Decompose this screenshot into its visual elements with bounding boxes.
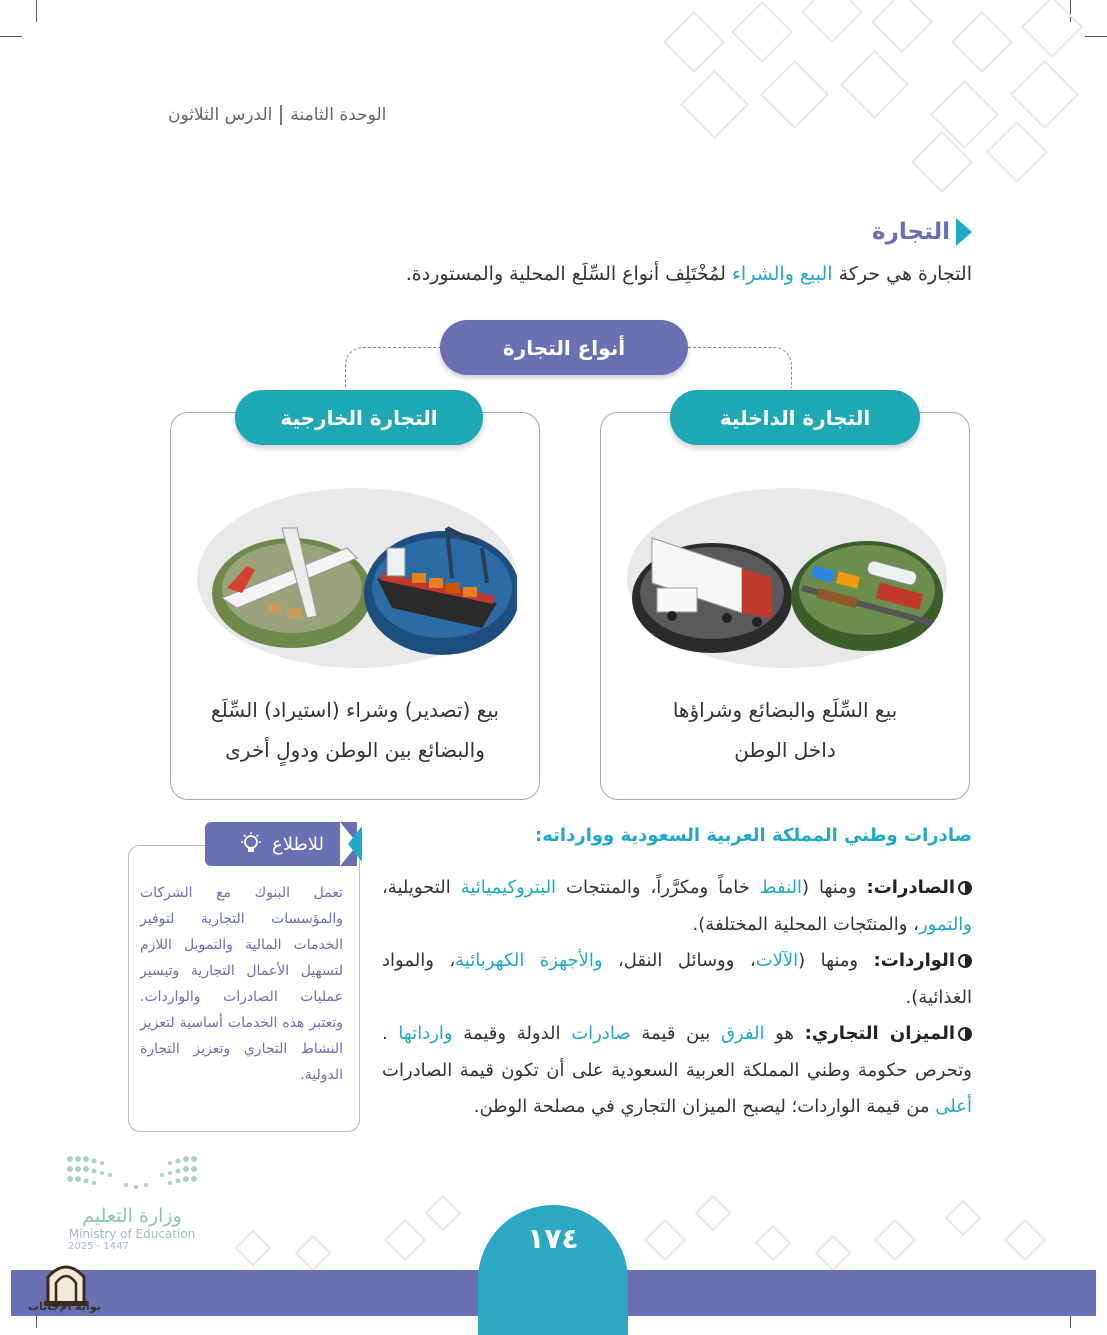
exports-label: الصادرات: [866,877,955,898]
exports-paragraph [382,870,972,943]
ministry-name-arabic: وزارة التعليم [82,1205,182,1227]
connector-line [345,347,441,388]
text: ، ووسائل النقل، [602,950,756,971]
foreign-trade-illustration [197,488,517,668]
connector-line [688,347,792,388]
truck-train-illustration [627,488,947,668]
crop-mark [36,0,37,22]
trade-balance-paragraph [382,1016,972,1126]
foreign-trade-line: بيع (تصدير) وشراء (استيراد) السِّلَع [211,698,499,722]
trade-definition [406,263,972,285]
definition-text: التجارة هي حركة [832,263,972,285]
machines-highlight: الآلات [755,950,799,971]
plane-ship-illustration [197,488,517,668]
arrow-icon [956,218,972,246]
exports-imports-heading: صادرات وطني المملكة العربية السعودية ووارداته: [535,825,972,846]
text: ومنها ( [802,877,867,898]
text: بين قيمة [630,1023,721,1044]
text: خاماً ومكرَّراً، والمنتجات [556,877,760,898]
bullet-icon [958,954,972,968]
domestic-trade-title: التجارة الداخلية [670,390,920,445]
bullet-icon [958,881,972,895]
text: التحويلية، [382,877,461,898]
foreign-trade-line: والبضائع بين الوطن ودولٍ أخرى [225,738,485,762]
text: من قيمة الواردات؛ ليصبح الميزان التجاري في مصلحة الوطن. [473,1096,936,1117]
foreign-trade-title: التجارة الخارجية [235,390,483,445]
text: . وتحرص حكومة وطني المملكة العربية السعودية على أن تكون قيمة الصادرات [382,1023,972,1081]
trade-types-label: أنواع التجارة [440,320,688,375]
exports-highlight: صادرات [571,1023,631,1044]
lesson-label: الدرس الثلاثون [168,105,273,125]
page-number: ١٧٤ [527,1222,579,1255]
crop-mark [1085,36,1107,37]
edition-year: 2025 - 1447 [68,1241,129,1252]
petrochemical-highlight: البتروكيميائية [460,877,557,898]
text: ومنها ( [798,950,874,971]
bullet-icon [958,1027,972,1041]
difference-highlight: الفرق [720,1023,765,1044]
trade-balance-label: الميزان التجاري: [804,1023,956,1044]
domestic-trade-description [610,690,960,770]
sidebar-arrow-icon [348,826,362,862]
dates-highlight: والتمور [918,913,972,935]
sidebar-heading [205,822,357,866]
foreign-trade-description [180,690,530,770]
page-title: التجارة [872,219,950,245]
higher-highlight: أعلى [935,1096,972,1117]
domestic-trade-illustration [627,488,947,668]
definition-highlight: البيع والشراء [732,263,833,285]
imports-paragraph [382,943,972,1016]
text: الدولة وقيمة [452,1023,572,1044]
text: ، والمواد الغذائية). [382,950,972,1008]
unit-lesson-header [168,105,386,125]
sidebar-text: تعمل البنوك مع الشركات والمؤسسات التجارية لتوفير الخدمات المالية والتمويل اللازم لتسهيل الأعمال التجارية وتيسير عمليات الصادرات والواردات. وتعتبر هذه الخدمات أساسية لتعزيز النشاط التجاري وتعزيز التجارة الدولية. [140,885,343,1083]
text: هو [764,1023,805,1044]
definition-text: لمُخْتَلِف أنواع السِّلَع المحلية والمستوردة. [405,263,732,285]
header-divider [280,105,282,125]
domestic-trade-line: بيع السِّلَع والبضائع وشراؤها [672,698,898,722]
unit-label: الوحدة الثامنة [290,105,387,125]
watermark-text: بوابة الإجابات [28,1300,101,1313]
domestic-trade-line: داخل الوطن [734,738,836,762]
oil-highlight: النفط [759,877,802,898]
imports-highlight: وارداتها [398,1023,453,1044]
imports-label: الواردات: [873,950,955,971]
ministry-branding [62,1150,202,1252]
lightbulb-icon [238,831,264,857]
ministry-name-english: Ministry of Education [68,1227,196,1241]
sidebar-heading-text: للاطلاع [271,833,325,855]
crop-mark [0,36,22,37]
section-title [872,218,972,246]
text: ، والمنتَجات المحلية المختلفة). [692,913,919,935]
devices-highlight: والأجهزة الكهربائية [455,950,603,971]
